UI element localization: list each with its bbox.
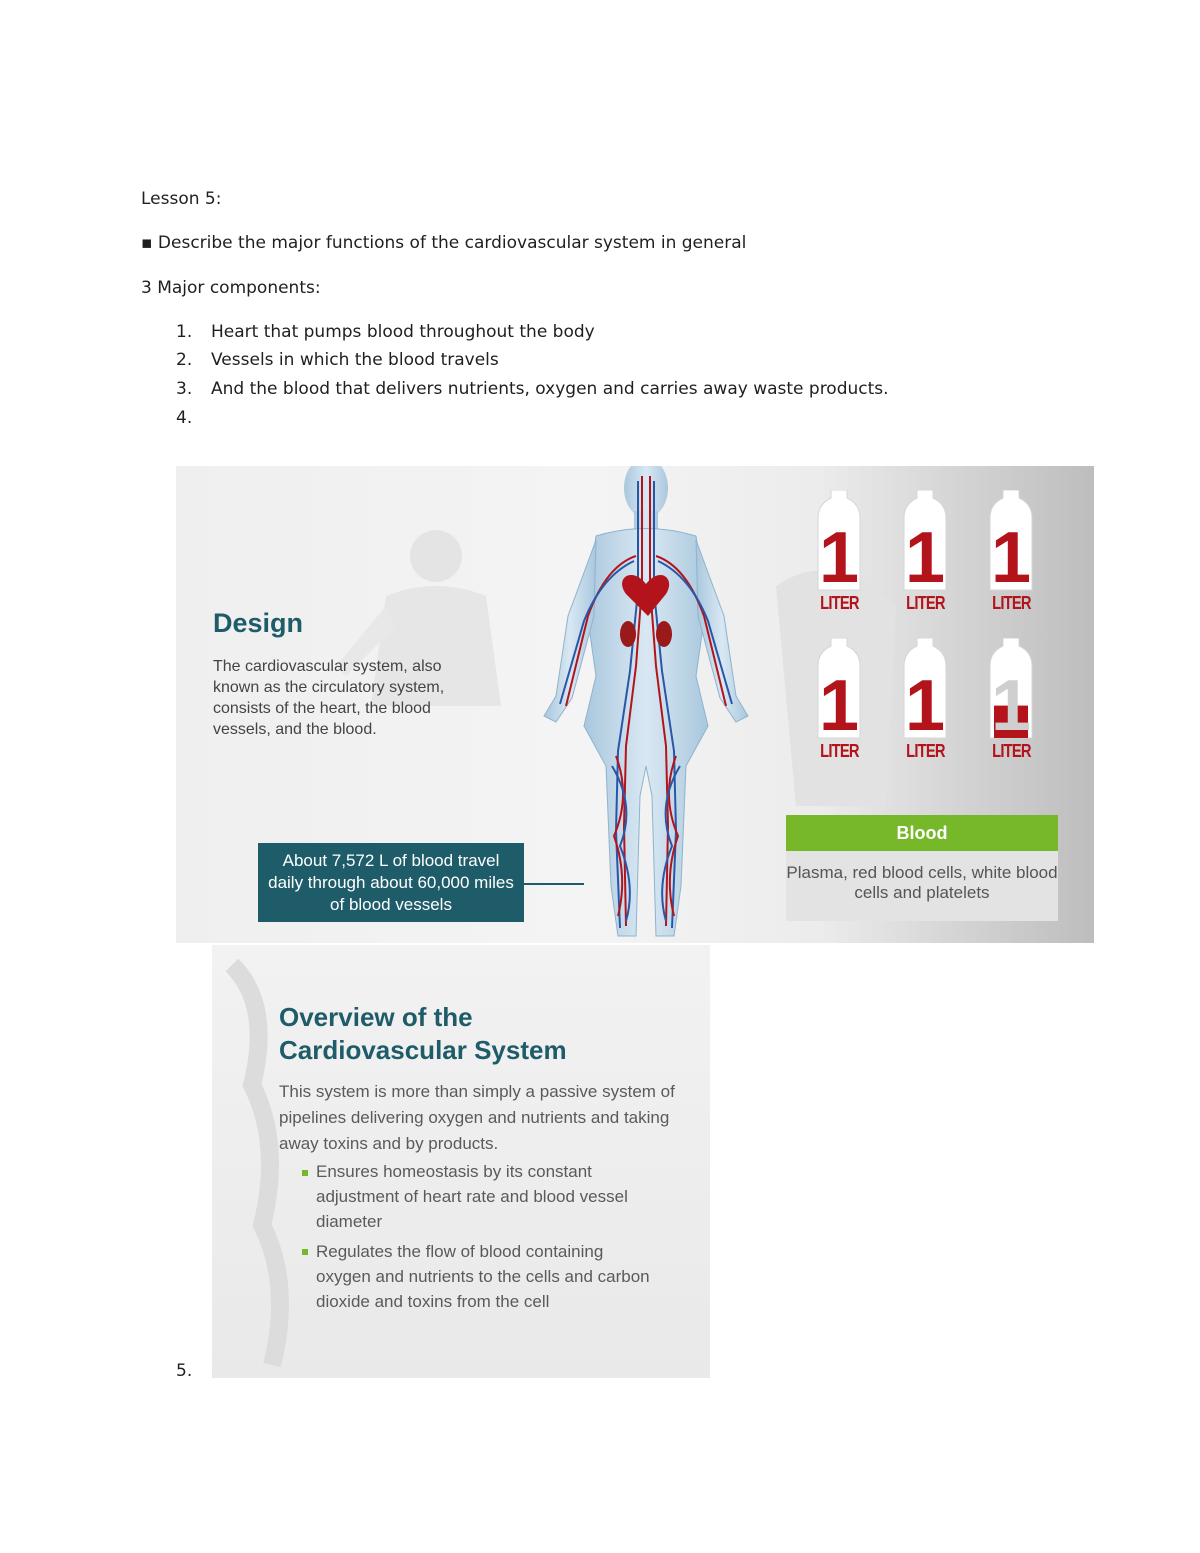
overview-bullet: Regulates the flow of blood containing oxygen and nutrients to the cells and carbon dioxide and toxins from the cell — [316, 1242, 650, 1311]
blood-box-title: Blood — [786, 815, 1058, 851]
bottle-label: LITER — [992, 593, 1031, 613]
blood-info-box — [786, 815, 1058, 921]
bottle-number — [902, 490, 948, 594]
overview-body: This system is more than simply a passive system of pipelines delivering oxygen and nutrients and taking away toxins and by products. — [279, 1082, 675, 1153]
bottle-number — [816, 490, 862, 594]
design-title: Design — [213, 608, 304, 638]
svg-text:1: 1 — [990, 666, 1032, 742]
svg-text:1: 1 — [904, 518, 946, 594]
list-number: 4. — [176, 408, 193, 428]
lesson-heading: Lesson 5: — [141, 189, 222, 209]
overview-bullet: Ensures homeostasis by its constant adjustment of heart rate and blood vessel diameter — [316, 1162, 628, 1231]
circulatory-system-figure-icon — [496, 466, 796, 943]
callout-connector — [524, 883, 584, 885]
svg-text:1: 1 — [904, 666, 946, 742]
bottle-label: LITER — [820, 593, 859, 613]
components-heading: 3 Major components: — [141, 278, 321, 298]
objective-text: ▪ Describe the major functions of the cardiovascular system in general — [141, 233, 747, 253]
blood-box-text: Plasma, red blood cells, white blood cells and platelets — [786, 863, 1058, 902]
list-number: 3. — [176, 379, 193, 399]
bottle-label: LITER — [820, 741, 859, 761]
design-slide-image — [176, 466, 1094, 943]
blood-travel-callout: About 7,572 L of blood travel daily through about 60,000 miles of blood vessels — [258, 843, 524, 922]
bottle-label: LITER — [906, 741, 945, 761]
liter-bottle — [816, 638, 862, 770]
list-number: 5. — [176, 1361, 193, 1381]
bullet-marker — [302, 1170, 308, 1176]
svg-text:1: 1 — [818, 666, 860, 742]
list-number: 1. — [176, 322, 193, 342]
svg-text:1: 1 — [818, 518, 860, 594]
list-item: Heart that pumps blood throughout the body — [211, 322, 595, 342]
bullet-marker — [302, 1249, 308, 1255]
liter-bottle — [988, 638, 1034, 770]
list-number: 2. — [176, 350, 193, 370]
list-item: Vessels in which the blood travels — [211, 350, 499, 370]
overview-slide-image — [212, 945, 710, 1378]
liter-bottle — [902, 490, 948, 622]
bottle-number — [902, 638, 948, 742]
bottle-label: LITER — [906, 593, 945, 613]
design-body: The cardiovascular system, also known as the circulatory system, consists of the heart, the blood vessels, and the blood. — [213, 658, 445, 738]
bottle-number — [988, 490, 1034, 594]
svg-text:1: 1 — [990, 518, 1032, 594]
bottle-number — [988, 638, 1034, 742]
list-item: And the blood that delivers nutrients, oxygen and carries away waste products. — [211, 379, 889, 399]
liter-bottle — [902, 638, 948, 770]
overview-title: Overview of the Cardiovascular System — [279, 1002, 567, 1065]
liter-bottle — [988, 490, 1034, 622]
liter-bottle — [816, 490, 862, 622]
bottle-number — [816, 638, 862, 742]
bottle-label: LITER — [992, 741, 1031, 761]
